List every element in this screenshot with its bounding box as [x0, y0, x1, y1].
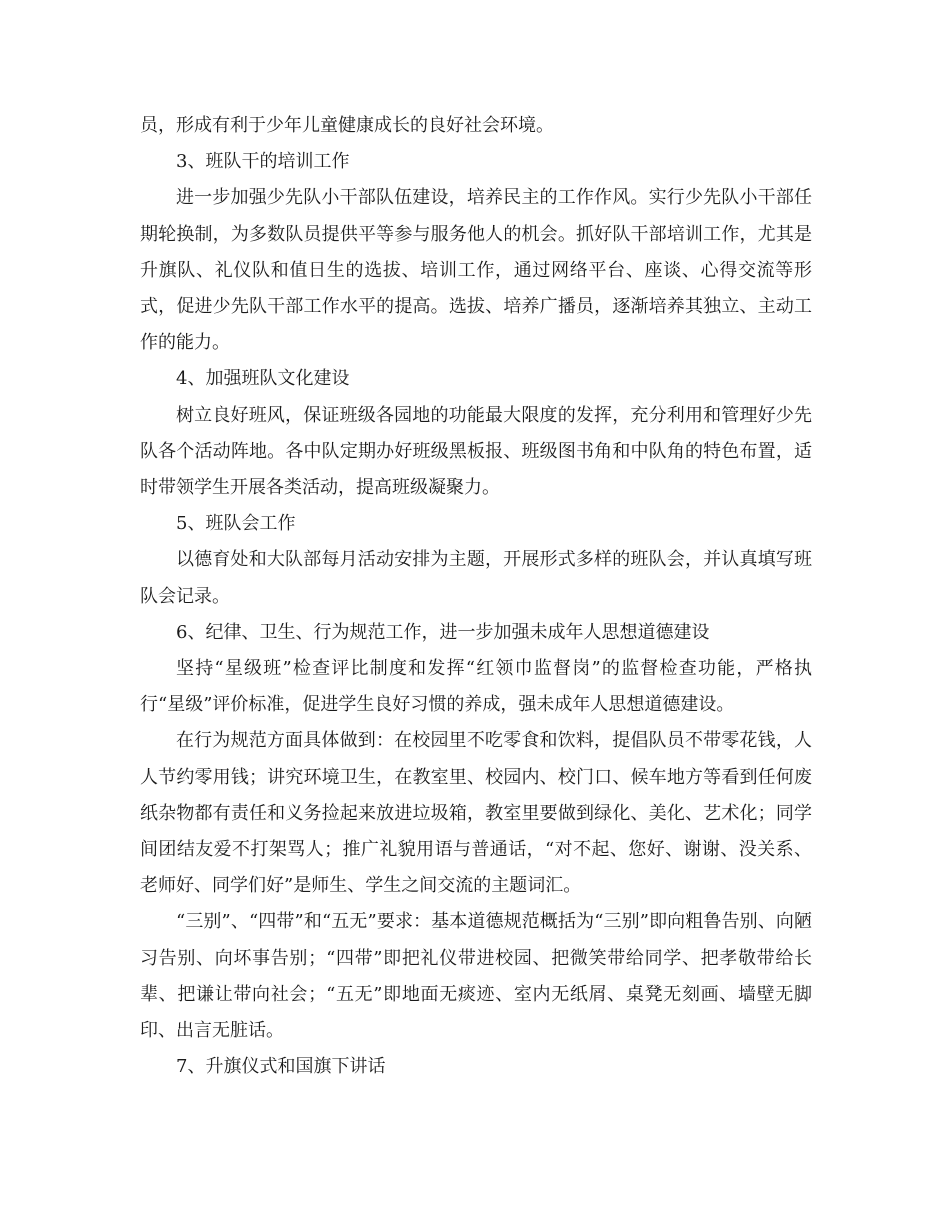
document-body [140, 108, 812, 1085]
section-heading-3: 3、班队干的培训工作 [176, 151, 350, 173]
paragraph-continuation: 员，形成有利于少年儿童健康成长的良好社会环境。 [140, 115, 554, 136]
paragraph-class-culture: 树立良好班风，保证班级各园地的功能最大限度的发挥，充分利用和管理好少先队各个活动阵地。各中队定期办好班级黑板报、班级图书角和中队角的特色布置，适时带领学生开展各类活动，提高班级凝聚力。 [140, 404, 812, 499]
paragraph-behavior-norms: 在行为规范方面具体做到：在校园里不吃零食和饮料，提倡队员不带零花钱，人人节约零用钱；讲究环境卫生，在教室里、校园内、校门口、候车地方等看到任何废纸杂物都有责任和义务捡起来放进垃圾箱，教室里要做到绿化、美化、艺术化；同学间团结友爱不打架骂人；推广礼貌用语与普通话，“对不起、您好、谢谢、没关系、老师好、同学们好”是师生、学生之间交流的主题词汇。 [140, 730, 812, 897]
section-heading-4: 4、加强班队文化建设 [176, 368, 350, 390]
paragraph-class-meeting: 以德育处和大队部每月活动安排为主题，开展形式多样的班队会，并认真填写班队会记录。 [140, 549, 812, 607]
paragraph-star-class: 坚持“星级班”检查评比制度和发挥“红领巾监督岗”的监督检查功能，严格执行“星级”评价标准，促进学生良好习惯的养成，强未成年人思想道德建设。 [140, 658, 812, 716]
section-heading-5: 5、班队会工作 [176, 513, 296, 535]
section-heading-6: 6、纪律、卫生、行为规范工作，进一步加强未成年人思想道德建设 [176, 621, 710, 643]
section-heading-7: 7、升旗仪式和国旗下讲话 [176, 1056, 386, 1078]
paragraph-cadre-training: 进一步加强少先队小干部队伍建设，培养民主的工作作风。实行少先队小干部任期轮换制，为多数队员提供平等参与服务他人的机会。抓好队干部培训工作，尤其是升旗队、礼仪队和值日生的选拔、培训工作，通过网络平台、座谈、心得交流等形式，促进少先队干部工作水平的提高。选拔、培养广播员，逐渐培养其独立、主动工作的能力。 [140, 187, 812, 354]
paragraph-three-four-five: “三别”、“四带”和“五无”要求：基本道德规范概括为“三别”即向粗鲁告别、向陋习告别、向坏事告别；“四带”即把礼仪带进校园、把微笑带给同学、把孝敬带给长辈、把谦让带向社会；“五无”即地面无痰迹、室内无纸屑、桌凳无刻画、墙壁无脚印、出言无脏话。 [140, 911, 812, 1042]
